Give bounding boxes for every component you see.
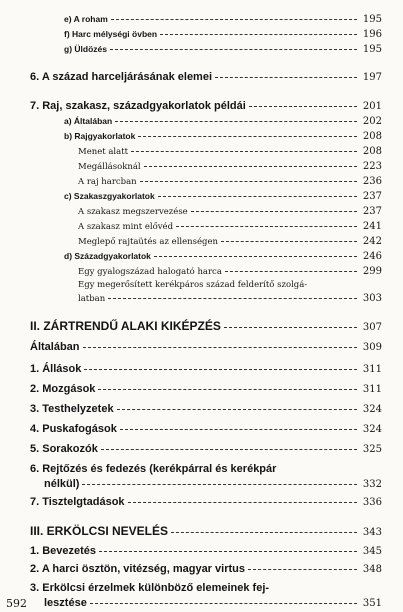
page-number: 592	[6, 597, 27, 610]
toc-section-title: 2. Mozgások	[30, 383, 96, 395]
dot-leader	[138, 136, 357, 137]
toc-section-title: Általában	[30, 341, 80, 353]
dot-leader	[84, 369, 357, 370]
toc-section-title: 3. Testhelyzetek	[30, 403, 114, 415]
dot-leader	[98, 389, 357, 390]
toc-section	[44, 479, 382, 490]
toc-entry-title: Meglepő rajtaütés az ellenségen	[78, 237, 218, 247]
toc-section	[30, 101, 382, 112]
toc-entry-page: 343	[362, 527, 382, 538]
toc-entry-title: Egy gyalogszázad halogató harca	[78, 267, 222, 277]
toc-entry-page: 237	[362, 206, 382, 217]
toc-section	[30, 564, 382, 575]
toc-entry-title: f) Harc mélységi övben	[64, 29, 158, 39]
toc-entry-page: 202	[362, 116, 382, 127]
toc-section-continued	[30, 463, 276, 475]
toc-entry-continued	[78, 281, 307, 290]
toc-section	[30, 546, 382, 557]
toc-entry	[64, 252, 382, 262]
dot-leader	[154, 256, 357, 257]
toc-section	[30, 497, 382, 508]
toc-entry	[64, 192, 382, 202]
toc-section-title: 3. Erkölcsi érzelmek különböző elemeinek fej-	[30, 582, 270, 594]
toc-section-title: lesztése	[44, 597, 87, 609]
toc-entry-title: a) Általában	[64, 116, 113, 126]
toc-section-title: 7. Tisztelgtadások	[30, 496, 125, 508]
dot-leader	[83, 347, 357, 348]
toc-entry	[64, 15, 382, 25]
dot-leader	[117, 409, 357, 410]
toc-entry-page: 351	[362, 598, 382, 609]
toc-entry-page: 336	[362, 497, 382, 508]
toc-section	[30, 424, 382, 435]
toc-entry	[78, 267, 382, 277]
toc-entry-title: g) Üldözés	[64, 44, 107, 54]
dot-leader	[90, 603, 357, 604]
toc-entry-page: 195	[362, 44, 382, 55]
toc-entry-page: 195	[362, 14, 382, 25]
toc-section-title: 1. Bevezetés	[30, 545, 97, 557]
toc-section-continued	[30, 582, 269, 594]
dot-leader	[82, 484, 357, 485]
dot-leader	[101, 449, 357, 450]
toc-entry-page: 348	[362, 564, 382, 575]
dot-leader	[221, 241, 357, 242]
toc-entry-page: 324	[362, 424, 382, 435]
dot-leader	[128, 502, 357, 503]
toc-entry-page: 241	[362, 221, 382, 232]
dot-leader	[248, 569, 357, 570]
toc-entry-page: 196	[362, 29, 382, 40]
toc-entry	[64, 30, 382, 40]
toc-chapter	[30, 320, 382, 333]
toc-entry-page: 236	[362, 176, 382, 187]
toc-section	[44, 598, 382, 609]
toc-entry-title: d) Századgyakorlatok	[64, 251, 151, 261]
toc-entry	[78, 222, 382, 232]
toc-entry	[78, 162, 382, 172]
toc-entry-page: 237	[362, 191, 382, 202]
toc-entry	[78, 147, 382, 157]
toc-entry-page: 309	[362, 342, 382, 353]
toc-section-title: 1. Állások	[30, 363, 82, 375]
toc-section-title: nélkül)	[44, 478, 80, 490]
toc-entry	[78, 294, 382, 304]
toc-section-title: 4. Puskafogások	[30, 423, 117, 435]
dot-leader	[111, 19, 357, 20]
toc-entry	[78, 177, 382, 187]
toc-entry-title: A szakasz megszervezése	[78, 207, 188, 217]
toc-section-title: 6. A század harceljárásának elemei	[30, 71, 213, 83]
toc-entry-page: 307	[362, 322, 382, 333]
toc-entry-page: 299	[362, 266, 382, 277]
toc-entry-title: c) Szakaszgyakorlatok	[64, 191, 155, 201]
toc-section-title: 5. Sorakozók	[30, 443, 98, 455]
toc-entry	[64, 117, 382, 127]
dot-leader	[249, 106, 357, 107]
toc-section-title: 6. Rejtőzés és fedezés (kerékpárral és kerékpár	[30, 463, 277, 475]
dot-leader	[99, 551, 357, 552]
dot-leader	[225, 271, 357, 272]
dot-leader	[140, 181, 357, 182]
toc-chapter-title: III. ERKÖLCSI NEVELÉS	[30, 524, 169, 538]
toc-section-title: 2. A harci ösztön, vitézség, magyar virtus	[30, 563, 245, 575]
dot-leader	[191, 211, 357, 212]
toc-entry-page: 208	[362, 131, 382, 142]
dot-leader	[176, 226, 357, 227]
toc-entry	[64, 45, 382, 55]
toc-entry-page: 303	[362, 293, 382, 304]
dot-leader	[160, 34, 357, 35]
toc-entry-page: 332	[362, 479, 382, 490]
toc-entry-title: Megállásoknál	[78, 162, 141, 172]
dot-leader	[224, 327, 357, 328]
toc-chapter	[30, 525, 382, 538]
toc-chapter-title: II. ZÁRTRENDŰ ALAKI KIKÉPZÉS	[30, 319, 221, 333]
toc-section	[30, 444, 382, 455]
toc-entry-title: A szakasz mint elővéd	[78, 222, 174, 232]
toc-entry-page: 197	[362, 72, 382, 83]
toc-entry-page: 311	[362, 384, 382, 395]
toc-entry	[78, 207, 382, 217]
toc-entry	[78, 237, 382, 247]
toc-section	[30, 72, 382, 83]
dot-leader	[110, 49, 357, 50]
toc-section	[30, 404, 382, 415]
dot-leader	[115, 121, 357, 122]
toc-entry-title: Menet alatt	[78, 147, 129, 157]
toc-entry-page: 246	[362, 251, 382, 262]
toc-entry-page: 201	[362, 101, 382, 112]
toc-section	[30, 342, 382, 353]
dot-leader	[158, 196, 357, 197]
toc-entry-page: 324	[362, 404, 382, 415]
toc-entry-title: Egy megerősített kerékpáros század felderítő szolgá-	[78, 280, 308, 290]
toc-entry-title: A raj harcban	[78, 177, 137, 187]
toc-entry-title: e) A roham	[64, 14, 108, 24]
toc-entry-page: 223	[362, 161, 382, 172]
toc-entry-page: 242	[362, 236, 382, 247]
toc-entry-page: 208	[362, 146, 382, 157]
toc-entry-page: 345	[362, 546, 382, 557]
toc-entry-page: 325	[362, 444, 382, 455]
dot-leader	[215, 77, 357, 78]
toc-section	[30, 384, 382, 395]
toc-entry-title: latban	[78, 294, 106, 304]
dot-leader	[171, 532, 357, 533]
toc-section	[30, 364, 382, 375]
toc-entry-title: b) Rajgyakorlatok	[64, 131, 136, 141]
toc-section-title: 7. Raj, szakasz, századgyakorlatok példái	[30, 100, 246, 112]
toc-entry-page: 311	[362, 364, 382, 375]
toc-entry	[64, 132, 382, 142]
dot-leader	[108, 298, 357, 299]
dot-leader	[131, 151, 357, 152]
dot-leader	[144, 166, 357, 167]
dot-leader	[120, 429, 357, 430]
